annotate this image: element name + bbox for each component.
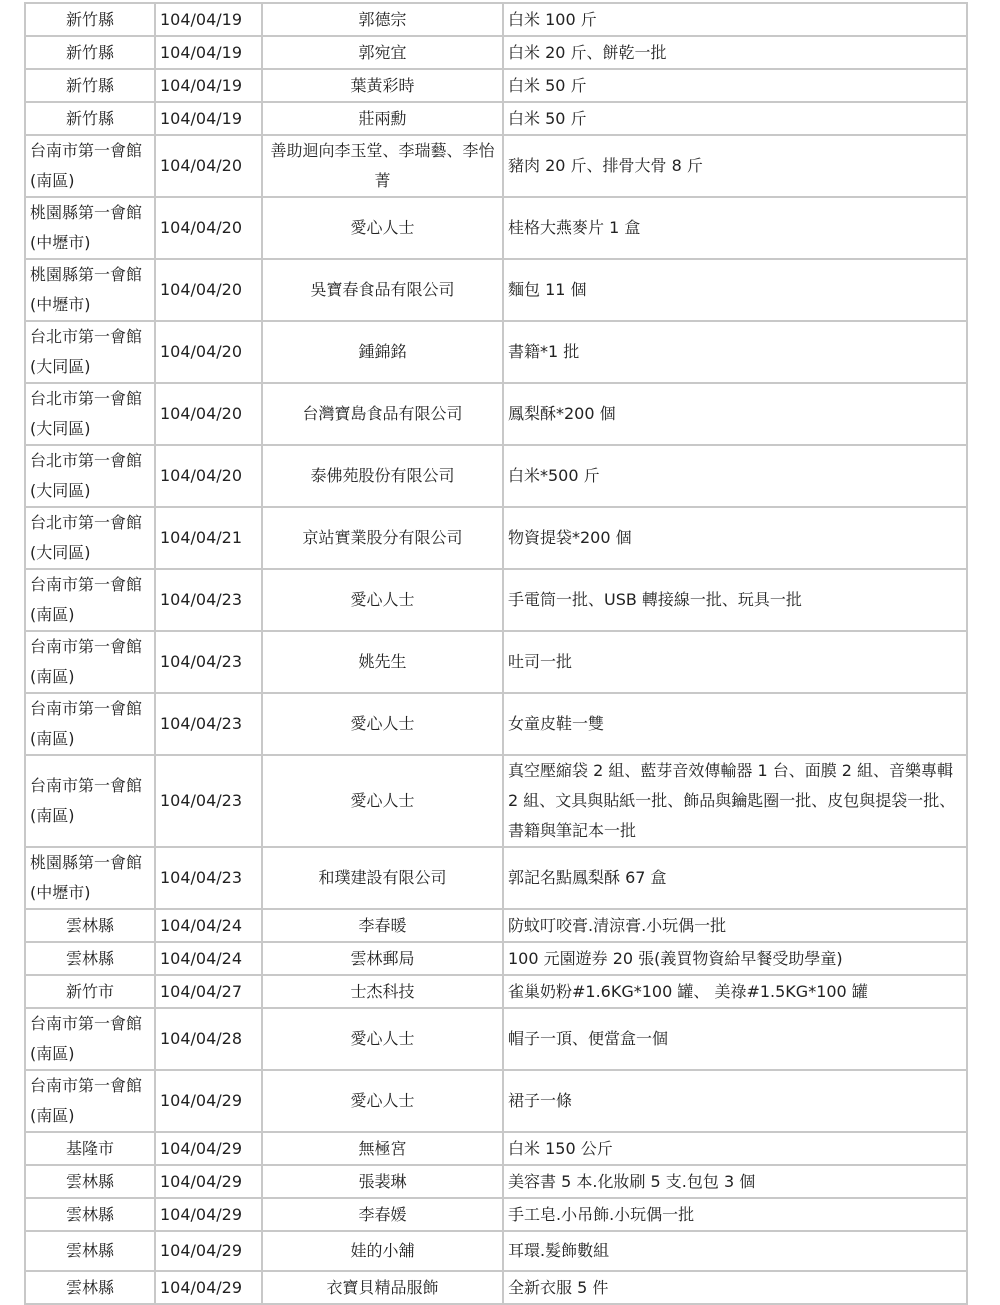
- date-cell: 104/04/23: [155, 755, 262, 847]
- donor-cell: 善助迴向李玉堂、李瑞藝、李怡菁: [262, 135, 503, 197]
- date-cell: 104/04/28: [155, 1008, 262, 1070]
- donor-cell: 娃的小舖: [262, 1231, 503, 1271]
- location-cell: 新竹縣: [25, 36, 155, 69]
- location-cell: 桃園縣第一會館(中壢市): [25, 847, 155, 909]
- location-cell: 雲林縣: [25, 1271, 155, 1304]
- item-cell: 全新衣服 5 件: [503, 1271, 967, 1304]
- location-cell: 桃園縣第一會館(中壢市): [25, 197, 155, 259]
- item-cell: 裙子一條: [503, 1070, 967, 1132]
- item-cell: 白米 50 斤: [503, 102, 967, 135]
- donor-cell: 愛心人士: [262, 197, 503, 259]
- item-cell: 女童皮鞋一雙: [503, 693, 967, 755]
- table-row: [25, 135, 967, 197]
- date-cell: 104/04/29: [155, 1070, 262, 1132]
- table-row: [25, 102, 967, 135]
- table-row: [25, 942, 967, 975]
- table-row: [25, 1165, 967, 1198]
- location-cell: 台南市第一會館(南區): [25, 135, 155, 197]
- location-cell: 台北市第一會館(大同區): [25, 445, 155, 507]
- location-cell: 台北市第一會館(大同區): [25, 321, 155, 383]
- location-cell: 台南市第一會館(南區): [25, 1008, 155, 1070]
- date-cell: 104/04/19: [155, 69, 262, 102]
- date-cell: 104/04/20: [155, 259, 262, 321]
- table-row: [25, 755, 967, 847]
- date-cell: 104/04/29: [155, 1165, 262, 1198]
- date-cell: 104/04/24: [155, 909, 262, 942]
- item-cell: 吐司一批: [503, 631, 967, 693]
- table-row: [25, 445, 967, 507]
- date-cell: 104/04/21: [155, 507, 262, 569]
- table-row: [25, 69, 967, 102]
- donor-cell: 張裴琳: [262, 1165, 503, 1198]
- donor-cell: 和璞建設有限公司: [262, 847, 503, 909]
- donor-cell: 愛心人士: [262, 755, 503, 847]
- item-cell: 書籍*1 批: [503, 321, 967, 383]
- date-cell: 104/04/20: [155, 383, 262, 445]
- donor-cell: 士杰科技: [262, 975, 503, 1008]
- location-cell: 雲林縣: [25, 942, 155, 975]
- location-cell: 台南市第一會館(南區): [25, 1070, 155, 1132]
- location-cell: 雲林縣: [25, 1165, 155, 1198]
- table-row: [25, 383, 967, 445]
- item-cell: 白米 150 公斤: [503, 1132, 967, 1165]
- date-cell: 104/04/20: [155, 197, 262, 259]
- date-cell: 104/04/23: [155, 693, 262, 755]
- item-cell: 白米 50 斤: [503, 69, 967, 102]
- item-cell: 手電筒一批、USB 轉接線一批、玩具一批: [503, 569, 967, 631]
- table-row: [25, 259, 967, 321]
- location-cell: 台南市第一會館(南區): [25, 569, 155, 631]
- table-row: [25, 3, 967, 36]
- location-cell: 台南市第一會館(南區): [25, 631, 155, 693]
- donor-cell: 無極宮: [262, 1132, 503, 1165]
- date-cell: 104/04/23: [155, 631, 262, 693]
- item-cell: 防蚊叮咬膏.清涼膏.小玩偶一批: [503, 909, 967, 942]
- table-row: [25, 1271, 967, 1304]
- donor-cell: 台灣寶島食品有限公司: [262, 383, 503, 445]
- date-cell: 104/04/29: [155, 1271, 262, 1304]
- donor-cell: 京站實業股分有限公司: [262, 507, 503, 569]
- date-cell: 104/04/19: [155, 36, 262, 69]
- donor-cell: 愛心人士: [262, 569, 503, 631]
- location-cell: 新竹縣: [25, 69, 155, 102]
- date-cell: 104/04/29: [155, 1132, 262, 1165]
- item-cell: 帽子一頂、便當盒一個: [503, 1008, 967, 1070]
- item-cell: 鳳梨酥*200 個: [503, 383, 967, 445]
- date-cell: 104/04/19: [155, 3, 262, 36]
- date-cell: 104/04/29: [155, 1198, 262, 1231]
- item-cell: 郭記名點鳳梨酥 67 盒: [503, 847, 967, 909]
- location-cell: 台南市第一會館(南區): [25, 755, 155, 847]
- donor-cell: 愛心人士: [262, 1070, 503, 1132]
- item-cell: 雀巢奶粉#1.6KG*100 罐、 美祿#1.5KG*100 罐: [503, 975, 967, 1008]
- table-row: [25, 197, 967, 259]
- date-cell: 104/04/20: [155, 445, 262, 507]
- donor-cell: 郭德宗: [262, 3, 503, 36]
- date-cell: 104/04/20: [155, 321, 262, 383]
- donor-cell: 愛心人士: [262, 693, 503, 755]
- location-cell: 台北市第一會館(大同區): [25, 507, 155, 569]
- location-cell: 新竹市: [25, 975, 155, 1008]
- donor-cell: 雲林郵局: [262, 942, 503, 975]
- location-cell: 台南市第一會館(南區): [25, 693, 155, 755]
- table-row: [25, 321, 967, 383]
- donor-cell: 衣寶貝精品服飾: [262, 1271, 503, 1304]
- item-cell: 白米*500 斤: [503, 445, 967, 507]
- donor-cell: 吳寶春食品有限公司: [262, 259, 503, 321]
- table-row: [25, 1198, 967, 1231]
- item-cell: 物資提袋*200 個: [503, 507, 967, 569]
- item-cell: 美容書 5 本.化妝刷 5 支.包包 3 個: [503, 1165, 967, 1198]
- item-cell: 白米 20 斤、餅乾一批: [503, 36, 967, 69]
- table-row: [25, 631, 967, 693]
- item-cell: 真空壓縮袋 2 組、藍芽音效傳輸器 1 台、面膜 2 組、音樂專輯 2 組、文具與貼紙一批、飾品與鑰匙圈一批、皮包與提袋一批、書籍與筆記本一批: [503, 755, 967, 847]
- donor-cell: 愛心人士: [262, 1008, 503, 1070]
- table-row: [25, 36, 967, 69]
- date-cell: 104/04/23: [155, 569, 262, 631]
- donation-table: [24, 2, 968, 1305]
- item-cell: 100 元園遊券 20 張(義買物資給早餐受助學童): [503, 942, 967, 975]
- date-cell: 104/04/29: [155, 1231, 262, 1271]
- item-cell: 豬肉 20 斤、排骨大骨 8 斤: [503, 135, 967, 197]
- donation-table-body: [25, 3, 967, 1304]
- item-cell: 手工皂.小吊飾.小玩偶一批: [503, 1198, 967, 1231]
- date-cell: 104/04/27: [155, 975, 262, 1008]
- table-row: [25, 693, 967, 755]
- location-cell: 雲林縣: [25, 1198, 155, 1231]
- table-row: [25, 975, 967, 1008]
- donor-cell: 泰佛苑股份有限公司: [262, 445, 503, 507]
- location-cell: 雲林縣: [25, 1231, 155, 1271]
- table-row: [25, 569, 967, 631]
- table-row: [25, 1231, 967, 1271]
- item-cell: 耳環.髮飾數組: [503, 1231, 967, 1271]
- table-row: [25, 1008, 967, 1070]
- date-cell: 104/04/19: [155, 102, 262, 135]
- item-cell: 桂格大燕麥片 1 盒: [503, 197, 967, 259]
- table-row: [25, 909, 967, 942]
- table-row: [25, 507, 967, 569]
- location-cell: 基隆市: [25, 1132, 155, 1165]
- donor-cell: 李春暖: [262, 909, 503, 942]
- table-row: [25, 1132, 967, 1165]
- location-cell: 新竹縣: [25, 3, 155, 36]
- location-cell: 台北市第一會館(大同區): [25, 383, 155, 445]
- donor-cell: 李春媛: [262, 1198, 503, 1231]
- location-cell: 桃園縣第一會館(中壢市): [25, 259, 155, 321]
- date-cell: 104/04/23: [155, 847, 262, 909]
- table-row: [25, 1070, 967, 1132]
- table-row: [25, 847, 967, 909]
- donor-cell: 葉黃彩時: [262, 69, 503, 102]
- donor-cell: 莊兩勳: [262, 102, 503, 135]
- item-cell: 麵包 11 個: [503, 259, 967, 321]
- donor-cell: 鍾錦銘: [262, 321, 503, 383]
- date-cell: 104/04/24: [155, 942, 262, 975]
- item-cell: 白米 100 斤: [503, 3, 967, 36]
- donor-cell: 姚先生: [262, 631, 503, 693]
- location-cell: 雲林縣: [25, 909, 155, 942]
- date-cell: 104/04/20: [155, 135, 262, 197]
- location-cell: 新竹縣: [25, 102, 155, 135]
- donor-cell: 郭宛宜: [262, 36, 503, 69]
